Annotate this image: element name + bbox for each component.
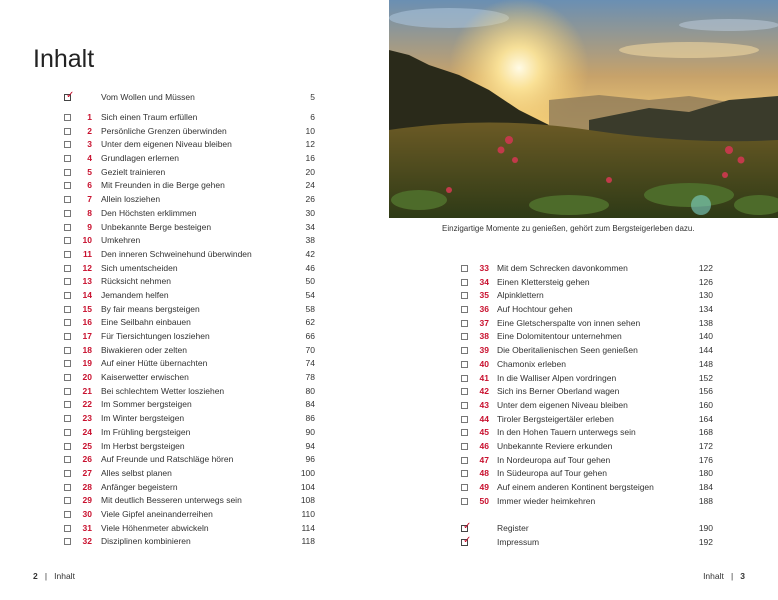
toc-item-page: 74 — [305, 358, 315, 369]
toc-item-page: 54 — [305, 289, 315, 300]
toc-item-number: 36 — [479, 304, 489, 315]
toc-extra-register — [461, 522, 716, 536]
toc-item-label: Viele Gipfel aneinanderreihen — [101, 508, 213, 519]
toc-item — [64, 412, 319, 426]
toc-item-number: 26 — [82, 454, 92, 465]
toc-item-label: Sich ins Berner Oberland wagen — [497, 386, 620, 397]
checkbox-icon — [64, 511, 71, 518]
toc-item — [461, 330, 716, 344]
toc-item-number: 3 — [87, 139, 92, 150]
toc-item-label: Unbekannte Reviere erkunden — [497, 440, 613, 451]
toc-item-number: 35 — [479, 290, 489, 301]
toc-item — [64, 303, 319, 317]
toc-item-page: 58 — [305, 303, 315, 314]
footer-page-number: 3 — [740, 571, 745, 581]
checkbox-icon — [461, 292, 468, 299]
checkbox-icon — [461, 279, 468, 286]
toc-item-page: 144 — [698, 345, 713, 356]
toc-item-page: 160 — [698, 399, 713, 410]
toc-item — [64, 138, 319, 152]
right-page — [389, 0, 778, 600]
toc-item — [64, 330, 319, 344]
toc-item — [461, 399, 716, 413]
toc-item-label: Einen Klettersteig gehen — [497, 276, 590, 287]
toc-item-number: 50 — [479, 495, 489, 506]
checkbox-icon — [461, 457, 468, 464]
checkbox-icon — [64, 497, 71, 504]
toc-item — [461, 262, 716, 276]
toc-item-label: Im Herbst bergsteigen — [101, 440, 185, 451]
toc-item-page: 100 — [300, 467, 315, 478]
toc-item-page: 20 — [305, 166, 315, 177]
checkbox-icon — [64, 128, 71, 135]
toc-item — [461, 289, 716, 303]
toc-item-label: Allein losziehen — [101, 194, 161, 205]
footer-left — [33, 571, 75, 581]
footer-page-number: 2 — [33, 571, 38, 581]
toc-item — [64, 316, 319, 330]
toc-item — [461, 440, 716, 454]
toc-item-page: 84 — [305, 399, 315, 410]
toc-item-label: Sich einen Traum erfüllen — [101, 112, 198, 122]
footer-right — [703, 571, 745, 581]
toc-item-label: Eine Dolomitentour unternehmen — [497, 331, 622, 342]
toc-item-number: 11 — [83, 248, 92, 259]
toc-item-number: 12 — [82, 262, 92, 273]
toc-item-page: 180 — [698, 468, 713, 479]
toc-item-number: 37 — [479, 317, 489, 328]
checkbox-icon — [64, 538, 71, 545]
toc-extra-page: 192 — [698, 536, 713, 547]
toc-item — [461, 495, 716, 509]
toc-item-label: Alpinklettern — [497, 290, 544, 301]
checkbox-icon — [461, 402, 468, 409]
toc-item-page: 108 — [300, 495, 315, 506]
footer-label: Inhalt — [54, 571, 75, 581]
toc-item-number: 31 — [82, 522, 92, 533]
toc-item-number: 41 — [479, 372, 489, 383]
toc-item — [461, 372, 716, 386]
checkbox-icon — [64, 415, 71, 422]
toc-item-page: 16 — [305, 153, 315, 164]
checkbox-icon — [64, 141, 71, 148]
mountain-sunset-photo — [389, 0, 778, 218]
checkbox-icon — [64, 306, 71, 313]
checkbox-icon — [64, 237, 71, 244]
toc-item-number: 47 — [479, 454, 489, 465]
toc-item — [64, 371, 319, 385]
toc-item-label: Jemandem helfen — [101, 289, 169, 300]
toc-item — [64, 248, 319, 262]
toc-item — [461, 344, 716, 358]
toc-item — [64, 262, 319, 276]
checkbox-checked-icon: ✓ — [66, 90, 75, 101]
toc-item — [461, 426, 716, 440]
toc-item-page: 50 — [305, 276, 315, 287]
toc-item — [64, 398, 319, 412]
toc-item-page: 12 — [305, 139, 315, 150]
toc-item-page: 156 — [698, 386, 713, 397]
toc-item — [64, 494, 319, 508]
toc-item-page: 164 — [698, 413, 713, 424]
toc-item — [64, 440, 319, 454]
toc-item-page: 126 — [698, 276, 713, 287]
toc-item-label: Bei schlechtem Wetter losziehen — [101, 385, 225, 396]
checkbox-icon — [64, 169, 71, 176]
checkbox-icon — [64, 388, 71, 395]
toc-item-number: 9 — [87, 221, 92, 232]
toc-item — [64, 193, 319, 207]
toc-item-label: Unter dem eigenen Niveau bleiben — [497, 399, 628, 410]
checkbox-icon — [461, 429, 468, 436]
toc-intro-row — [64, 91, 319, 105]
toc-item-number: 43 — [479, 399, 489, 410]
toc-item — [461, 358, 716, 372]
toc-item-label: Disziplinen kombinieren — [101, 536, 191, 547]
toc-item-number: 2 — [87, 125, 92, 136]
toc-extra-impressum — [461, 536, 716, 550]
toc-item-label: Eine Gletscherspalte von innen sehen — [497, 317, 641, 328]
toc-item-label: Auf einer Hütte übernachten — [101, 358, 208, 369]
toc-intro-label: Vom Wollen und Müssen — [101, 92, 195, 102]
checkbox-icon — [64, 401, 71, 408]
toc-item-page: 46 — [305, 262, 315, 273]
toc-item-label: Kaiserwetter erwischen — [101, 372, 189, 383]
toc-item-label: Alles selbst planen — [101, 467, 172, 478]
toc-item — [64, 221, 319, 235]
toc-item-label: Auf Hochtour gehen — [497, 304, 573, 315]
checkbox-icon — [64, 292, 71, 299]
toc-item-page: 172 — [698, 440, 713, 451]
checkbox-icon — [461, 375, 468, 382]
toc-item-page: 24 — [305, 180, 315, 191]
checkbox-icon — [461, 361, 468, 368]
toc-item-label: Immer wieder heimkehren — [497, 495, 596, 506]
toc-item-label: By fair means bergsteigen — [101, 303, 200, 314]
toc-item-label: Im Frühling bergsteigen — [101, 426, 191, 437]
checkbox-icon — [64, 456, 71, 463]
toc-item-number: 44 — [479, 413, 489, 424]
checkbox-icon — [64, 251, 71, 258]
toc-item — [64, 275, 319, 289]
toc-item-label: Unbekannte Berge besteigen — [101, 221, 212, 232]
checkbox-icon — [64, 429, 71, 436]
checkbox-icon — [64, 484, 71, 491]
toc-item-label: Unter dem eigenen Niveau bleiben — [101, 139, 232, 150]
checkbox-icon — [64, 470, 71, 477]
toc-item-label: Gezielt trainieren — [101, 166, 166, 177]
footer-label: Inhalt — [703, 571, 724, 581]
toc-item-number: 1 — [87, 112, 92, 122]
toc-item-number: 7 — [87, 194, 92, 205]
checkbox-icon — [461, 484, 468, 491]
toc-item — [64, 357, 319, 371]
toc-item-number: 19 — [82, 358, 92, 369]
checkbox-icon — [64, 333, 71, 340]
toc-item-number: 6 — [87, 180, 92, 191]
toc-item — [461, 454, 716, 468]
toc-item-label: Sich umentscheiden — [101, 262, 178, 273]
toc-item-number: 21 — [82, 385, 92, 396]
toc-item-number: 25 — [82, 440, 92, 451]
toc-item-page: 168 — [698, 427, 713, 438]
checkbox-icon — [461, 443, 468, 450]
toc-item-label: Viele Höhenmeter abwickeln — [101, 522, 209, 533]
toc-item — [461, 317, 716, 331]
toc-item-label: Eine Seilbahn einbauen — [101, 317, 191, 328]
toc-item-label: Mit Freunden in die Berge gehen — [101, 180, 225, 191]
toc-item-number: 46 — [479, 440, 489, 451]
checkbox-icon — [461, 333, 468, 340]
toc-item-page: 90 — [305, 426, 315, 437]
checkbox-icon — [461, 388, 468, 395]
checkbox-icon — [461, 498, 468, 505]
toc-item — [64, 453, 319, 467]
checkbox-checked-icon: ✓ — [463, 521, 472, 532]
toc-item-number: 10 — [82, 235, 92, 246]
photo-caption: Einzigartige Momente zu genießen, gehört zum Bergsteigerleben dazu. — [442, 224, 695, 233]
toc-item-label: In Südeuropa auf Tour gehen — [497, 468, 607, 479]
checkbox-icon — [64, 182, 71, 189]
toc-item-page: 140 — [698, 331, 713, 342]
toc-item-number: 33 — [479, 263, 489, 273]
toc-item-label: Anfänger begeistern — [101, 481, 178, 492]
toc-item-label: Im Sommer bergsteigen — [101, 399, 192, 410]
page-title: Inhalt — [33, 44, 95, 73]
toc-item-number: 16 — [82, 317, 92, 328]
checkbox-icon — [461, 347, 468, 354]
toc-item-label: Rücksicht nehmen — [101, 276, 171, 287]
checkbox-icon — [64, 443, 71, 450]
toc-item-number: 48 — [479, 468, 489, 479]
checkbox-icon — [461, 306, 468, 313]
toc-item-number: 39 — [479, 345, 489, 356]
toc-item-number: 18 — [82, 344, 92, 355]
toc-item-label: In den Hohen Tauern unterwegs sein — [497, 427, 636, 438]
checkbox-icon — [64, 114, 71, 121]
toc-item-page: 80 — [305, 385, 315, 396]
toc-item-number: 34 — [479, 276, 489, 287]
toc-item — [64, 179, 319, 193]
toc-item-page: 42 — [305, 248, 315, 259]
toc-item-number: 49 — [479, 482, 489, 492]
toc-item-label: Tiroler Bergsteigertäler erleben — [497, 413, 614, 424]
toc-item — [64, 152, 319, 166]
toc-item-page: 118 — [301, 536, 315, 547]
toc-item — [461, 276, 716, 290]
toc-item-number: 17 — [82, 331, 92, 341]
toc-item-page: 122 — [698, 263, 713, 273]
toc-item — [64, 385, 319, 399]
toc-item — [64, 522, 319, 536]
toc-item-label: Persönliche Grenzen überwinden — [101, 125, 227, 136]
toc-item-label: Mit deutlich Besseren unterwegs sein — [101, 495, 242, 506]
toc-item-label: Im Winter bergsteigen — [101, 413, 185, 424]
toc-item-page: 188 — [698, 495, 713, 506]
toc-item — [461, 467, 716, 481]
toc-item-page: 110 — [301, 508, 315, 519]
toc-item-page: 70 — [305, 344, 315, 355]
toc-item-label: Auf einem anderen Kontinent bergsteigen — [497, 482, 654, 492]
toc-item-label: Biwakieren oder zelten — [101, 344, 187, 355]
toc-item-page: 176 — [698, 454, 713, 465]
toc-item — [64, 111, 319, 125]
toc-item-label: In Nordeuropa auf Tour gehen — [497, 454, 611, 465]
checkbox-icon — [461, 416, 468, 423]
checkbox-icon — [64, 196, 71, 203]
toc-item-number: 42 — [479, 386, 489, 397]
toc-item-page: 34 — [305, 221, 315, 232]
toc-item-label: Umkehren — [101, 235, 141, 246]
toc-item-number: 45 — [479, 427, 489, 438]
toc-item-page: 152 — [698, 372, 713, 383]
toc-intro-page: 5 — [310, 92, 315, 102]
toc-extras — [461, 522, 716, 549]
footer-separator: | — [44, 571, 48, 581]
toc-item-label: Für Tiersichtungen losziehen — [101, 331, 210, 341]
toc-extra-label: Register — [497, 523, 529, 533]
checkbox-icon — [64, 374, 71, 381]
toc-item — [64, 207, 319, 221]
toc-item-number: 8 — [87, 207, 92, 218]
toc-item-number: 32 — [82, 536, 92, 547]
toc-item-page: 134 — [698, 304, 713, 315]
checkbox-icon — [64, 224, 71, 231]
toc-item-page: 114 — [301, 522, 315, 533]
toc-item-page: 184 — [698, 482, 713, 492]
toc-list-left — [64, 111, 319, 549]
toc-item-number: 30 — [82, 508, 92, 519]
toc-item-number: 14 — [82, 289, 92, 300]
toc-item — [64, 467, 319, 481]
toc-item — [64, 166, 319, 180]
toc-item — [64, 344, 319, 358]
toc-item-number: 20 — [82, 372, 92, 383]
toc-item-page: 96 — [305, 454, 315, 465]
toc-item-label: Den Höchsten erklimmen — [101, 207, 197, 218]
toc-item-page: 104 — [300, 481, 315, 492]
toc-item-number: 27 — [82, 467, 92, 478]
toc-item-number: 13 — [82, 276, 92, 287]
toc-item — [64, 481, 319, 495]
toc-item-label: Chamonix erleben — [497, 358, 566, 369]
checkbox-icon — [64, 347, 71, 354]
toc-item-page: 66 — [305, 331, 315, 341]
checkbox-icon — [64, 155, 71, 162]
toc-extra-label: Impressum — [497, 536, 540, 547]
toc-item-page: 30 — [305, 207, 315, 218]
footer-separator: | — [730, 571, 734, 581]
toc-list-right — [461, 262, 716, 508]
toc-item-page: 6 — [310, 112, 315, 122]
checkbox-icon — [461, 320, 468, 327]
toc-item-label: Grundlagen erlernen — [101, 153, 179, 164]
toc-item-label: Den inneren Schweinehund überwinden — [101, 248, 252, 259]
toc-item — [64, 289, 319, 303]
toc-item-number: 40 — [479, 358, 489, 369]
toc-item-number: 29 — [82, 495, 92, 506]
toc-item-page: 130 — [698, 290, 713, 301]
toc-extra-page: 190 — [698, 523, 713, 533]
toc-item-page: 86 — [305, 413, 315, 424]
checkbox-icon — [64, 319, 71, 326]
toc-item-page: 148 — [698, 358, 713, 369]
toc-item-label: Auf Freunde und Ratschläge hören — [101, 454, 234, 465]
toc-item-number: 28 — [82, 481, 92, 492]
toc-item-page: 38 — [305, 235, 315, 246]
toc-item-number: 24 — [82, 426, 92, 437]
toc-item-number: 5 — [87, 166, 92, 177]
toc-item — [64, 508, 319, 522]
toc-item-page: 94 — [305, 440, 315, 451]
toc-item-label: Mit dem Schrecken davonkommen — [497, 263, 628, 273]
toc-item-number: 22 — [82, 399, 92, 410]
toc-item-label: In die Walliser Alpen vordringen — [497, 372, 617, 383]
toc-item — [461, 303, 716, 317]
checkbox-icon — [64, 210, 71, 217]
toc-item — [64, 125, 319, 139]
checkbox-checked-icon: ✓ — [463, 534, 472, 546]
toc-item — [64, 234, 319, 248]
toc-item — [64, 426, 319, 440]
toc-item — [461, 413, 716, 427]
toc-item — [64, 535, 319, 549]
checkbox-icon — [461, 470, 468, 477]
checkbox-icon — [64, 265, 71, 272]
checkbox-icon — [64, 360, 71, 367]
toc-item-page: 10 — [305, 125, 315, 136]
toc-item-number: 38 — [479, 331, 489, 342]
toc-item-number: 4 — [87, 153, 92, 164]
toc-item-label: Die Oberitalienischen Seen genießen — [497, 345, 638, 356]
checkbox-icon — [64, 525, 71, 532]
checkbox-icon — [461, 265, 468, 272]
toc-item-number: 23 — [82, 413, 92, 424]
toc-item — [461, 481, 716, 495]
toc-item-number: 15 — [82, 303, 92, 314]
toc-item-page: 62 — [305, 317, 315, 328]
checkbox-icon — [64, 278, 71, 285]
toc-item — [461, 385, 716, 399]
toc-item-page: 26 — [305, 194, 315, 205]
toc-item-page: 138 — [698, 317, 713, 328]
toc-item-page: 78 — [305, 372, 315, 383]
